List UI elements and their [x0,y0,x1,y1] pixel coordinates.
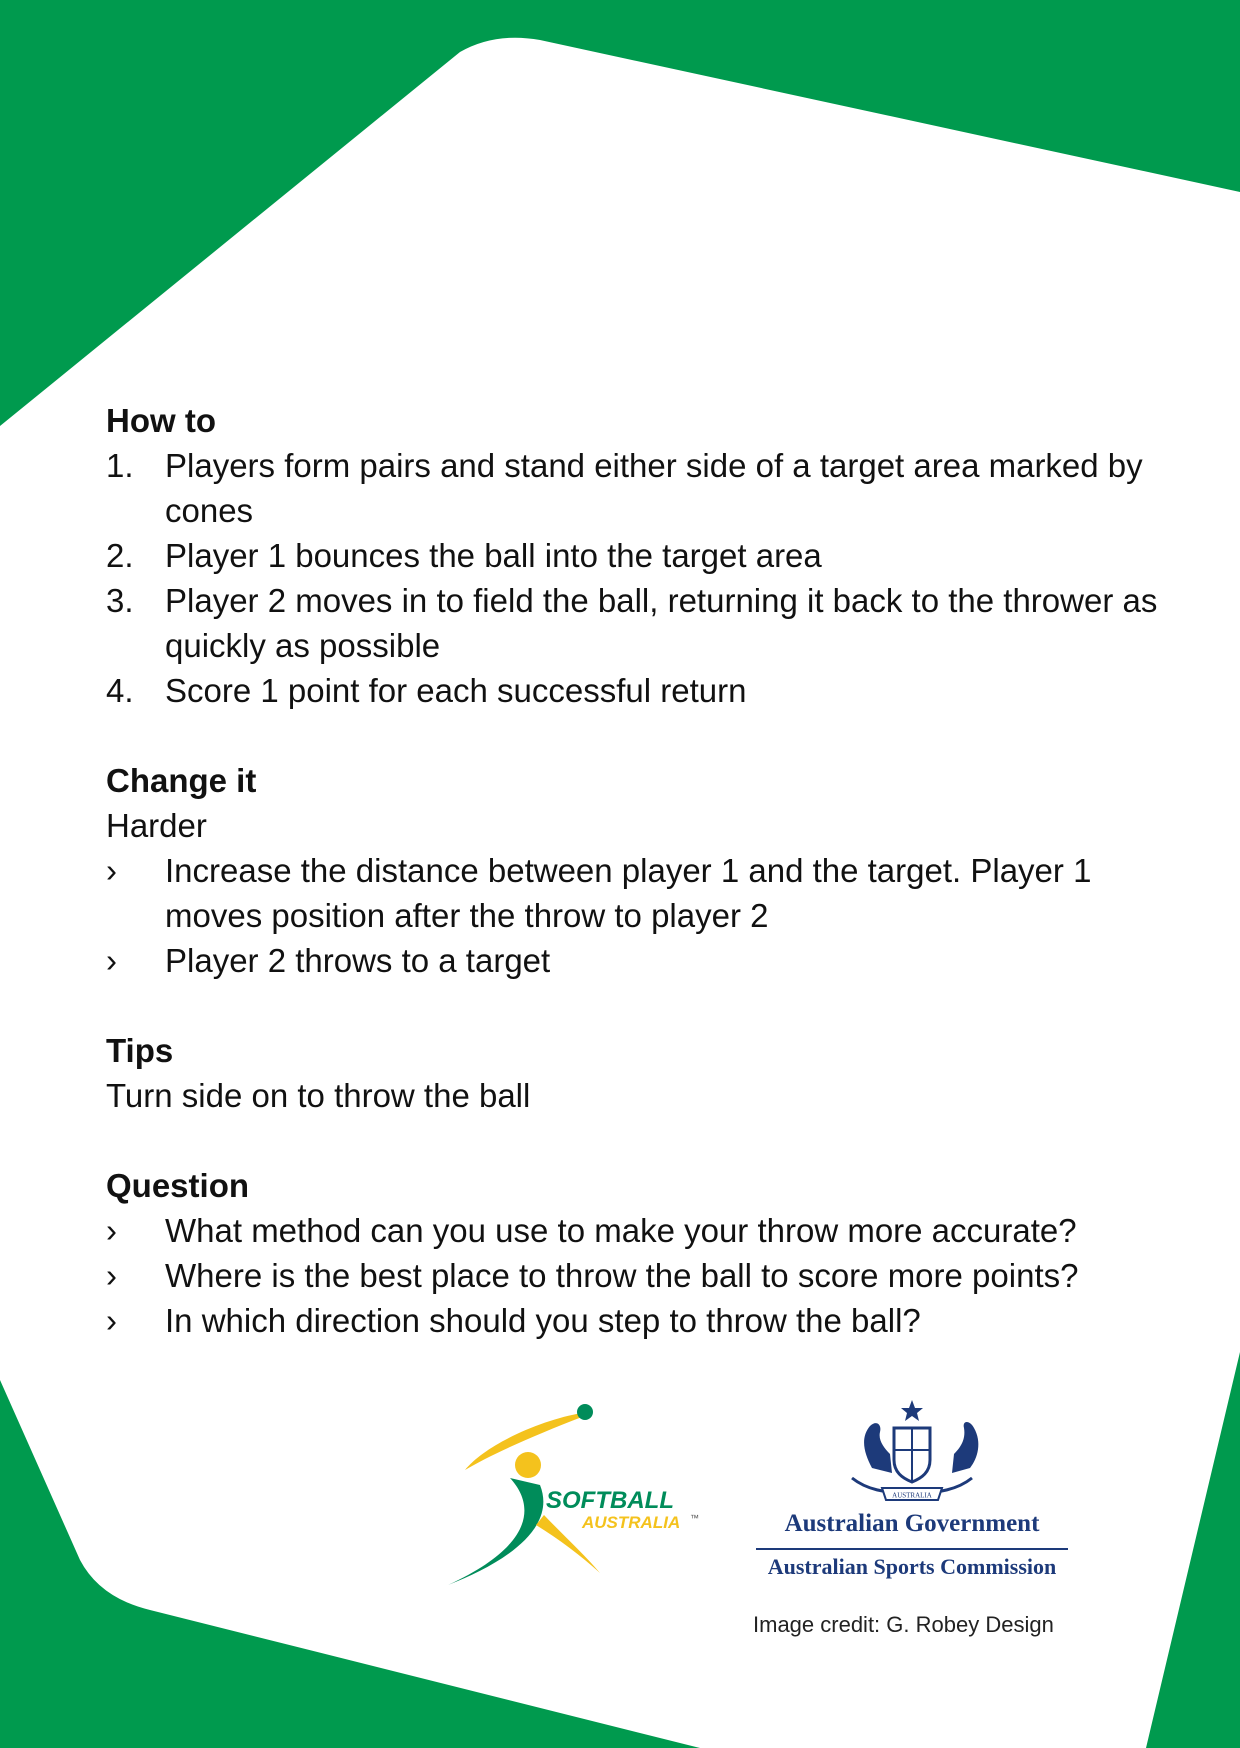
bullet-chevron-icon: › [106,1257,117,1294]
crest-star-icon [901,1400,923,1421]
section-spacer [106,713,1166,758]
question-heading: Question [106,1167,250,1204]
bullet-chevron-icon: › [106,852,117,889]
list-item [106,443,1166,533]
list-item [106,533,1166,578]
list-marker: 1. [106,447,134,484]
activity-card-content [106,398,1166,1343]
kangaroo-icon [864,1423,892,1473]
list-item [106,938,1166,983]
list-item-text: What method can you use to make your throw more accurate? [165,1212,1077,1249]
list-item-text: Player 1 bounces the ball into the target area [165,537,822,574]
list-item [106,1298,1166,1343]
tips-heading: Tips [106,1032,174,1069]
change-it-subheading: Harder [106,807,207,844]
logo-wordmark-australia: AUSTRALIA [582,1513,681,1532]
list-item-text: Player 2 moves in to field the ball, returning it back to the thrower as quickly as possible [165,582,1158,664]
list-item-text: Where is the best place to throw the ball to score more points? [165,1257,1079,1294]
bullet-chevron-icon: › [106,1302,117,1339]
list-item [106,668,1166,713]
list-item [106,578,1166,668]
australian-government-logo [752,1398,1072,1583]
logo-green-swoosh [448,1478,543,1585]
image-credit: Image credit: G. Robey Design [753,1612,1054,1637]
section-spacer [106,1118,1166,1163]
list-item-text: Score 1 point for each successful return [165,672,747,709]
list-item-text: Players form pairs and stand either side of a target area marked by cones [165,447,1143,529]
logo-wordmark-softball: SOFTBALL [546,1487,674,1514]
softball-australia-logo [440,1395,720,1585]
emu-icon [952,1422,978,1473]
list-item [106,1253,1166,1298]
list-item-text: In which direction should you step to throw the ball? [165,1302,921,1339]
bullet-chevron-icon: › [106,1212,117,1249]
logo-trademark: ™ [690,1513,699,1523]
how-to-list [106,443,1166,713]
list-item [106,848,1166,938]
list-marker: 4. [106,672,134,709]
crest-ribbon-text: AUSTRALIA [892,1491,932,1500]
gov-title: Australian Government [784,1510,1040,1537]
list-item-text: Player 2 throws to a target [165,942,551,979]
bullet-chevron-icon: › [106,942,117,979]
list-marker: 2. [106,537,134,574]
change-it-heading: Change it [106,762,257,799]
logo-ball-icon [577,1404,593,1420]
gov-subtitle: Australian Sports Commission [767,1554,1057,1579]
coat-of-arms-icon [752,1398,1072,1508]
how-to-heading: How to [106,402,216,439]
logo-head-icon [515,1452,541,1478]
list-marker: 3. [106,582,134,619]
question-list [106,1208,1166,1343]
section-spacer [106,983,1166,1028]
list-item [106,1208,1166,1253]
change-it-list [106,848,1166,983]
gov-divider [756,1548,1068,1550]
tips-text: Turn side on to throw the ball [106,1077,531,1114]
list-item-text: Increase the distance between player 1 and the target. Player 1 moves position after the throw to player 2 [165,852,1092,934]
